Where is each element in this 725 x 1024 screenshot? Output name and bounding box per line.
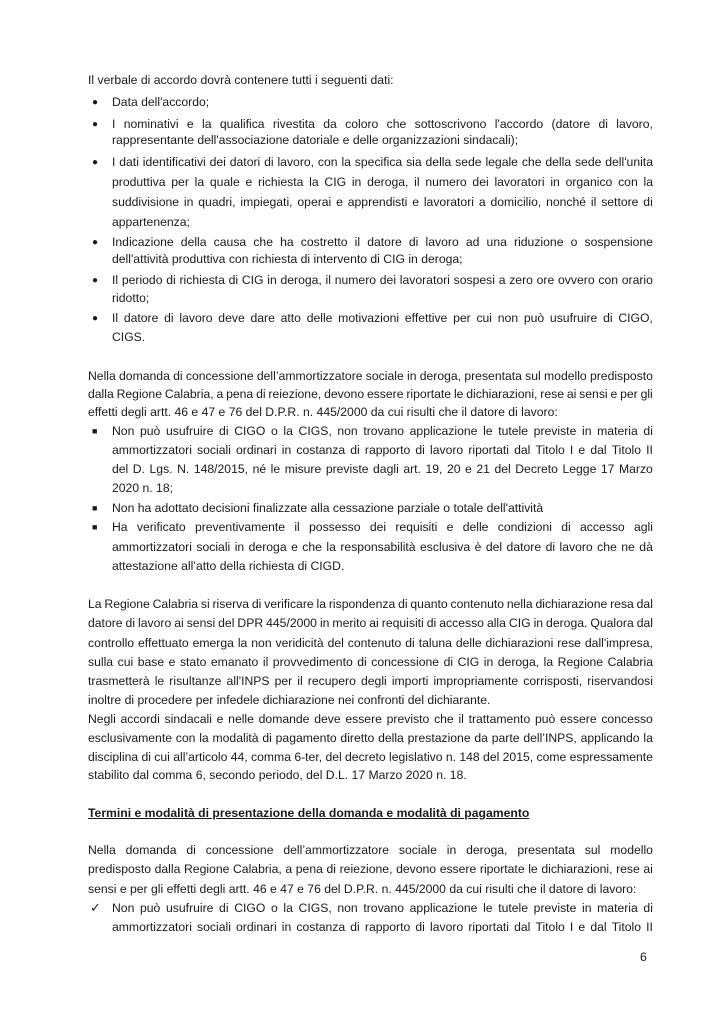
- section-heading: Termini e modalità di presentazione della domanda e modalità di pagamento: [88, 806, 530, 820]
- paragraph-line: stabilito dal comma 6, secondo periodo, del D.L. 17 Marzo 2020 n. 18.: [88, 768, 467, 782]
- list-item-line: appartenenza;: [112, 215, 190, 229]
- list-item-line: ammortizzatori sociali ordinari in costanza di rapporto di lavoro riportati dal Titolo I e dal Titolo II: [112, 443, 653, 457]
- page-number: 6: [640, 950, 647, 964]
- list-bullet: ●: [92, 275, 99, 286]
- intro-text: Il verbale di accordo dovrà contenere tutti i seguenti dati:: [88, 73, 394, 87]
- paragraph-line: esclusivamente con la modalità di pagamento diretto della prestazione da parte dell’INPS, applicando la: [88, 731, 653, 745]
- list-item-line: Il datore di lavoro deve dare atto delle motivazioni effettive per cui non può usufruire di CIGO,: [112, 311, 653, 325]
- list-item-line: Non può usufruire di CIGO o la CIGS, non trovano applicazione le tutele previste in materia di: [112, 901, 653, 915]
- paragraph-line: inoltre di procedere per infedele dichiarazione nei confronti del dichiarante.: [88, 693, 491, 707]
- list-bullet: ■: [92, 426, 98, 436]
- list-item-line: Non ha adottato decisioni finalizzate alla cessazione parziale o totale dell'attività: [112, 501, 544, 515]
- paragraph-line: disciplina di cui all’articolo 44, comma 6-ter, del decreto legislativo n. 148 del 2015, come espressamente: [88, 750, 653, 764]
- paragraph-line: controllo effettuato emerga la non veridicità del contenuto di taluna delle dichiarazioni rese dall'impresa,: [88, 636, 653, 650]
- list-item-line: CIGS.: [112, 330, 146, 344]
- list-item-line: rappresentante dell'associazione datoriale e delle organizzazioni sindacali);: [112, 133, 519, 147]
- paragraph-line: sensi e per gli effetti degli artt. 46 e 47 e 76 del D.P.R. n. 445/2000 da cui risulti che il datore di lavoro:: [88, 882, 637, 896]
- list-item-line: Indicazione della causa che ha costretto il datore di lavoro ad una riduzione o sospensione: [112, 235, 653, 249]
- paragraph-line: Negli accordi sindacali e nelle domande deve essere previsto che il trattamento può essere concesso: [88, 712, 653, 726]
- list-item-line: attestazione all’atto della richiesta di CIGD.: [112, 559, 345, 573]
- check-icon: ✓: [90, 900, 101, 915]
- paragraph-line: dalla Regione Calabria, a pena di reiezione, devono essere riportate le dichiarazioni, rese ai sensi e per gli: [88, 387, 653, 401]
- paragraph-line: datore di lavoro ai sensi del DPR 445/2000 in merito ai requisiti di accesso alla CIG in deroga. Qualora dal: [88, 616, 653, 630]
- paragraph-line: predisposto dalla Regione Calabria, a pena di reiezione, devono essere riportate le dichiarazioni, rese ai: [88, 862, 653, 876]
- paragraph-line: La Regione Calabria si riserva di verificare la rispondenza di quanto contenuto nella dichiarazione resa dal: [88, 597, 653, 611]
- list-item-line: Non può usufruire di CIGO o la CIGS, non trovano applicazione le tutele previste in materia di: [112, 424, 653, 438]
- list-bullet: ■: [92, 503, 98, 513]
- list-item-line: ammortizzatori sociali in deroga e che la responsabilità esclusiva è del datore di lavoro che ne dà: [112, 540, 653, 554]
- list-bullet: ●: [92, 313, 99, 324]
- paragraph-line: Nella domanda di concessione dell’ammortizzatore sociale in deroga, presentata sul modello predisposto: [88, 369, 653, 383]
- paragraph-line: Nella domanda di concessione dell’ammortizzatore sociale in deroga, presentata sul modello: [88, 843, 653, 857]
- list-item-line: Data dell'accordo;: [112, 95, 210, 109]
- list-bullet: ●: [92, 237, 99, 248]
- list-item-line: I dati identificativi dei datori di lavoro, con la specifica sia della sede legale che della sede dell'unita: [112, 155, 653, 169]
- list-item-line: Ha verificato preventivamente il possesso dei requisiti e delle condizioni di accesso agli: [112, 520, 653, 534]
- list-item-line: ridotto;: [112, 291, 150, 305]
- list-item-line: produttiva per la quale e richiesta la CIG in deroga, il numero dei lavoratori in organico con la: [112, 175, 653, 189]
- list-item-line: ammortizzatori sociali ordinari in costanza di rapporto di lavoro riportati dal Titolo I e dal Titolo II: [112, 920, 653, 934]
- paragraph-line: effetti degli artt. 46 e 47 e 76 del D.P.R. n. 445/2000 da cui risulti che il datore di lavoro:: [88, 405, 558, 419]
- paragraph-line: sulla cui base e stato emanato il provvedimento di concessione di CIG in deroga, la Regione Calabria: [88, 655, 653, 669]
- list-bullet: ●: [92, 157, 99, 168]
- list-item-line: I nominativi e la qualifica rivestita da coloro che sottoscrivono l'accordo (datore di lavoro,: [112, 117, 653, 131]
- list-item-line: del D. Lgs. N. 148/2015, né le misure previste dagli art. 19, 20 e 21 del Decreto Legge 17 Marzo: [112, 462, 653, 476]
- list-item-line: 2020 n. 18;: [112, 481, 173, 495]
- paragraph-line: trasmetterà le risultanze all'INPS per il recupero degli importi impropriamente corrisposti, riservandosi: [88, 674, 653, 688]
- list-item-line: Il periodo di richiesta di CIG in deroga, il numero dei lavoratori sospesi a zero ore ovvero con orario: [112, 273, 653, 287]
- list-bullet: ■: [92, 522, 98, 532]
- list-item-line: suddivisione in quadri, impiegati, operai e apprendisti e lavoratori a domicilio, nonché il settore di: [112, 195, 653, 209]
- list-item-line: dell'attività produttiva con richiesta di intervento di CIG in deroga;: [112, 252, 463, 266]
- list-bullet: ●: [92, 97, 99, 108]
- list-bullet: ●: [92, 119, 99, 130]
